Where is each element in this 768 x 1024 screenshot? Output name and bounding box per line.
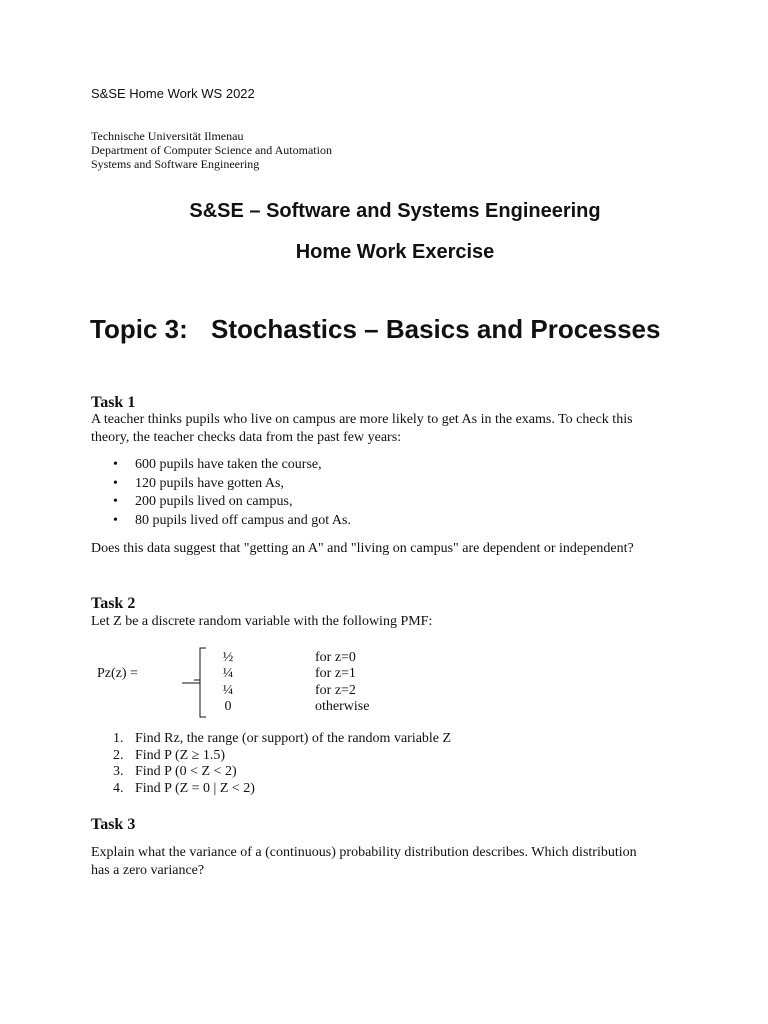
list-item — [113, 748, 451, 765]
list-text: Find P (Z ≥ 1.5) — [135, 747, 226, 763]
task3-text-line2: has a zero variance? — [91, 863, 205, 878]
main-title: S&SE – Software and Systems Engineering — [189, 200, 601, 222]
list-text: Find Rz, the range (or support) of the random variable Z — [135, 731, 452, 746]
task1-heading: Task 1 — [91, 394, 136, 411]
list-item — [113, 781, 451, 798]
list-item: • 600 pupils have taken the course, — [113, 456, 351, 475]
task1-intro-line1: A teacher thinks pupils who live on campus are more likely to get As in the exams. To check this — [91, 412, 633, 427]
list-item: • 80 pupils lived off campus and got As. — [113, 512, 351, 531]
task3-heading: Task 3 — [91, 816, 136, 833]
list-item: • 120 pupils have gotten As, — [113, 475, 351, 494]
pmf-value: ¼ — [222, 666, 234, 681]
pmf-condition: for z=2 — [315, 683, 356, 698]
pmf-value: ¼ — [222, 683, 234, 698]
list-item: • 200 pupils lived on campus, — [113, 493, 351, 512]
task2-question-list — [113, 731, 451, 797]
task1-intro-line2: theory, the teacher checks data from the past few years: — [91, 430, 402, 445]
list-number: 4. — [113, 780, 124, 796]
course-header: S&SE Home Work WS 2022 — [91, 86, 255, 101]
list-number: 1. — [113, 731, 124, 746]
pmf-label: Pz(z) = — [97, 666, 138, 681]
list-text: Find P (0 < Z < 2) — [135, 764, 237, 779]
task1-question: Does this data suggest that "getting an A" and "living on campus" are dependent or independent? — [91, 541, 634, 556]
subtitle: Home Work Exercise — [295, 241, 495, 263]
task1-intro — [91, 411, 691, 447]
list-number: 3. — [113, 764, 124, 779]
pmf-condition: for z=1 — [315, 666, 356, 681]
university-name: Technische Universität Ilmenau — [91, 129, 244, 143]
pmf-condition: otherwise — [315, 699, 370, 714]
task3-text — [91, 844, 731, 880]
group-name: Systems and Software Engineering — [91, 157, 260, 171]
pmf-value: 0 — [224, 699, 232, 714]
list-item — [113, 731, 451, 748]
institution-block — [91, 129, 332, 171]
topic-label: Topic 3: — [90, 314, 188, 344]
task3-text-line1: Explain what the variance of a (continuous) probability distribution describes. Which distribution — [91, 845, 637, 860]
pmf-condition: for z=0 — [315, 650, 356, 665]
task2-heading: Task 2 — [91, 595, 136, 612]
topic-text: Stochastics – Basics and Processes — [211, 314, 661, 344]
task2-intro: Let Z be a discrete random variable with the following PMF: — [91, 614, 433, 629]
department-name: Department of Computer Science and Automation — [91, 143, 332, 157]
list-text: Find P (Z = 0 | Z < 2) — [135, 780, 255, 796]
left-brace-icon — [180, 646, 210, 720]
list-number: 2. — [113, 747, 124, 763]
topic-heading — [90, 314, 660, 345]
pmf-value: ½ — [222, 650, 234, 665]
list-item — [113, 764, 451, 781]
task1-bullet-list — [113, 456, 351, 530]
